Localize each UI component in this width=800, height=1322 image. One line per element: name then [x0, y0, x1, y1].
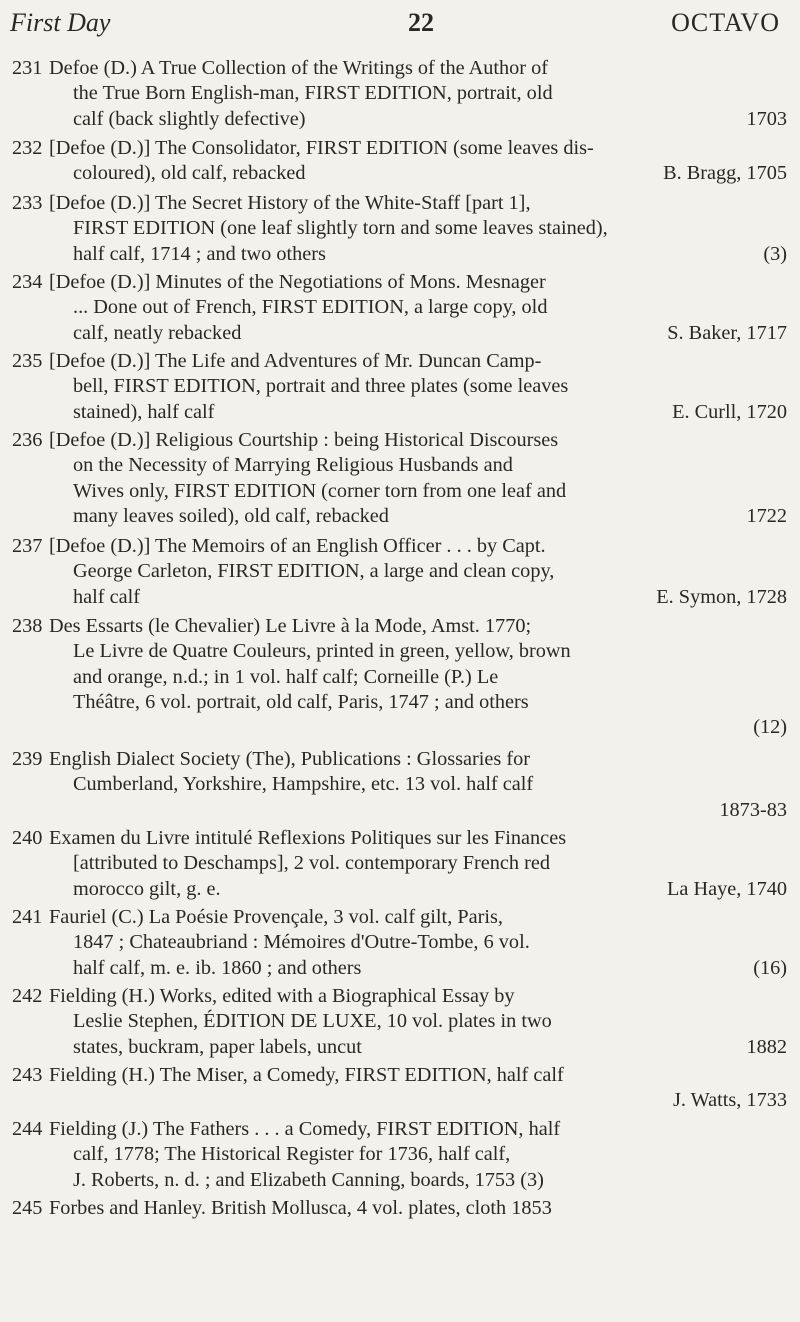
- entry-line: [attributed to Deschamps], 2 vol. contemporary French red: [73, 852, 551, 875]
- entry-line: Le Livre de Quatre Couleurs, printed in green, yellow, brown: [73, 640, 571, 663]
- entry-line: English Dialect Society (The), Publications : Glossaries for: [49, 748, 531, 770]
- entry-line: Fielding (H.) The Miser, a Comedy, FIRST EDITION, half calf: [49, 1064, 564, 1086]
- lot-number: 238: [12, 615, 43, 637]
- entry-line: half calf, m. e. ib. 1860 ; and others: [73, 956, 362, 979]
- entry-line: on the Necessity of Marrying Religious Husbands and: [73, 454, 513, 477]
- lot-number: 232: [12, 137, 43, 159]
- lot-number: 241: [12, 906, 43, 928]
- entry-date: E. Curll, 1720: [672, 400, 787, 423]
- entry-line: Wives only, FIRST EDITION (corner torn from one leaf and: [73, 479, 567, 502]
- entry-line: [Defoe (D.)] The Memoirs of an English Officer . . . by Capt.: [49, 535, 546, 557]
- lot-number: 233: [12, 192, 43, 214]
- entry-count: (16): [753, 956, 787, 979]
- entry-line: J. Roberts, n. d. ; and Elizabeth Canning, boards, 1753 (3): [73, 1168, 544, 1191]
- lot-number: 231: [12, 57, 43, 79]
- entry-date: 1722: [746, 504, 787, 527]
- entry-line: the True Born English-man, FIRST EDITION, portrait, old: [73, 82, 553, 105]
- entry-line: George Carleton, FIRST EDITION, a large and clean copy,: [73, 560, 555, 583]
- entry-line: Fauriel (C.) La Poésie Provençale, 3 vol. calf gilt, Paris,: [49, 906, 503, 928]
- entry-line: [Defoe (D.)] The Life and Adventures of Mr. Duncan Camp-: [49, 350, 542, 372]
- entry-date: E. Symon, 1728: [656, 585, 787, 608]
- lot-number: 245: [12, 1197, 43, 1219]
- entry-date: 1703: [746, 107, 787, 130]
- lot-number: 243: [12, 1064, 43, 1086]
- lot-number: 234: [12, 271, 43, 293]
- lot-number: 237: [12, 535, 43, 557]
- lot-number: 242: [12, 985, 43, 1007]
- entry-date: S. Baker, 1717: [667, 321, 787, 344]
- entry-count: (12): [753, 716, 787, 739]
- header-format: OCTAVO: [671, 8, 780, 37]
- entry-line: [Defoe (D.)] Religious Courtship : being Historical Discourses: [49, 429, 559, 451]
- entry-line: Defoe (D.) A True Collection of the Writings of the Author of: [49, 57, 549, 79]
- lot-number: 239: [12, 748, 43, 770]
- lot-number: 244: [12, 1118, 43, 1140]
- entry-line: 1847 ; Chateaubriand : Mémoires d'Outre-Tombe, 6 vol.: [73, 931, 530, 954]
- entry-line: calf (back slightly defective): [73, 107, 306, 130]
- entry-line: [Defoe (D.)] The Consolidator, FIRST EDITION (some leaves dis-: [49, 137, 594, 159]
- entry-line: morocco gilt, g. e.: [73, 877, 221, 900]
- lot-number: 236: [12, 429, 43, 451]
- entry-line: Fielding (H.) Works, edited with a Biographical Essay by: [49, 985, 515, 1007]
- entry-line: ... Done out of French, FIRST EDITION, a large copy, old: [73, 296, 548, 319]
- entry-line: FIRST EDITION (one leaf slightly torn and some leaves stained),: [73, 217, 608, 240]
- page-number: 22: [408, 8, 434, 37]
- entry-line: Théâtre, 6 vol. portrait, old calf, Paris, 1747 ; and others: [73, 690, 529, 713]
- entry-count: (3): [763, 242, 787, 265]
- entry-line: Des Essarts (le Chevalier) Le Livre à la Mode, Amst. 1770;: [49, 615, 532, 637]
- entry-line: coloured), old calf, rebacked: [73, 162, 306, 185]
- lot-number: 240: [12, 827, 43, 849]
- lot-number: 235: [12, 350, 43, 372]
- entry-line: Fielding (J.) The Fathers . . . a Comedy, FIRST EDITION, half: [49, 1118, 561, 1140]
- entry-line: stained), half calf: [73, 400, 215, 423]
- entry-line: Cumberland, Yorkshire, Hampshire, etc. 13 vol. half calf: [73, 773, 534, 796]
- entry-line: [Defoe (D.)] Minutes of the Negotiations of Mons. Mesnager: [49, 271, 546, 293]
- entry-date: La Haye, 1740: [667, 877, 787, 900]
- entry-line: bell, FIRST EDITION, portrait and three plates (some leaves: [73, 375, 569, 398]
- page-header: [10, 8, 780, 48]
- entry-date: B. Bragg, 1705: [663, 162, 787, 185]
- entry-date: 1873-83: [719, 798, 787, 821]
- entry-line: half calf, 1714 ; and two others: [73, 242, 326, 265]
- entry-line: calf, 1778; The Historical Register for 1736, half calf,: [73, 1143, 511, 1166]
- entry-line: [Defoe (D.)] The Secret History of the White-Staff [part 1],: [49, 192, 531, 214]
- entry-line: half calf: [73, 585, 140, 608]
- entry-date: J. Watts, 1733: [672, 1089, 787, 1112]
- entry-line: Examen du Livre intitulé Reflexions Politiques sur les Finances: [49, 827, 567, 849]
- entry-date: 1882: [746, 1035, 787, 1058]
- entry-line: calf, neatly rebacked: [73, 321, 242, 344]
- entry-line: and orange, n.d.; in 1 vol. half calf; Corneille (P.) Le: [73, 665, 499, 688]
- entry-line: Forbes and Hanley. British Mollusca, 4 vol. plates, cloth 1853: [49, 1197, 552, 1219]
- entry-line: many leaves soiled), old calf, rebacked: [73, 504, 389, 527]
- entry-line: states, buckram, paper labels, uncut: [73, 1035, 362, 1058]
- header-day: First Day: [10, 8, 111, 37]
- entry-line: Leslie Stephen, ÉDITION DE LUXE, 10 vol. plates in two: [73, 1010, 552, 1033]
